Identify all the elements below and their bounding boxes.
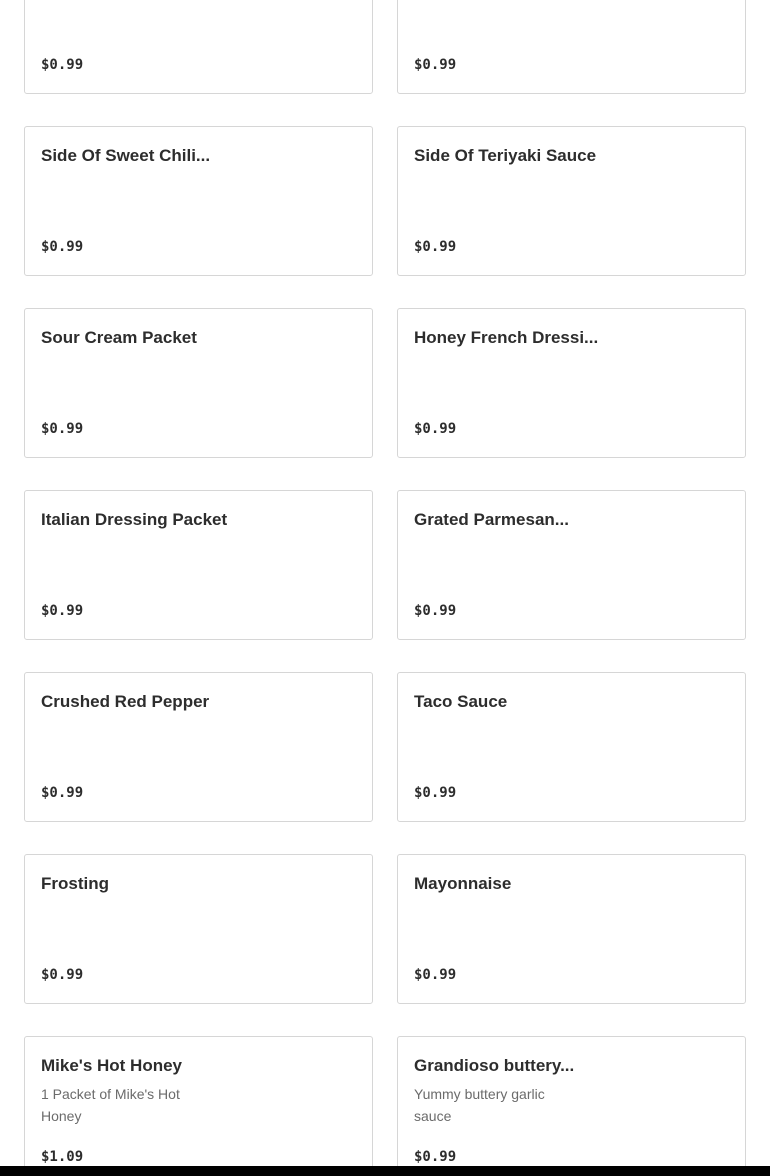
item-name: Mike's Hot Honey: [41, 1056, 183, 1075]
bottom-bar: [0, 1166, 770, 1176]
item-price: $0.99: [41, 785, 84, 801]
item-name: Honey French Dressi...: [414, 328, 599, 347]
item-name: Side Of Teriyaki Sauce: [414, 146, 597, 165]
item-name: Grandioso buttery...: [414, 1056, 575, 1075]
item-price: $0.99: [414, 57, 457, 73]
item-price: $0.99: [41, 967, 84, 983]
item-name: Sour Cream Packet: [41, 328, 197, 347]
item-price: $0.99: [41, 603, 84, 619]
item-price: $0.99: [414, 785, 457, 801]
item-price: $0.99: [414, 1149, 457, 1165]
item-name: Mayonnaise: [414, 874, 512, 893]
menu-item-card[interactable]: [397, 126, 746, 276]
menu-item-card[interactable]: [24, 308, 373, 458]
menu-item-card[interactable]: [397, 0, 746, 94]
item-name: Side Of Sweet Chili...: [41, 146, 211, 165]
item-description: 1 Packet of Mike's Hot Honey: [41, 1086, 180, 1124]
item-name: Taco Sauce: [414, 692, 508, 711]
menu-item-card[interactable]: [24, 490, 373, 640]
item-price: $0.99: [41, 57, 84, 73]
menu-item-card[interactable]: [397, 854, 746, 1004]
menu-item-card[interactable]: [24, 672, 373, 822]
item-price: $0.99: [414, 421, 457, 437]
item-name: Italian Dressing Packet: [41, 510, 228, 529]
item-price: $0.99: [41, 239, 84, 255]
item-price: $0.99: [41, 421, 84, 437]
item-price: $0.99: [414, 603, 457, 619]
item-price: $1.09: [41, 1149, 84, 1165]
menu-item-card[interactable]: [24, 0, 373, 94]
item-price: $0.99: [414, 967, 457, 983]
item-price: $0.99: [414, 239, 457, 255]
menu-item-card[interactable]: [397, 672, 746, 822]
menu-items-grid: [24, 0, 746, 1176]
menu-item-card[interactable]: [24, 1036, 373, 1176]
item-name: Crushed Red Pepper: [41, 692, 210, 711]
menu-item-card[interactable]: [24, 854, 373, 1004]
item-name: Frosting: [41, 874, 109, 893]
item-name: Grated Parmesan...: [414, 510, 569, 529]
menu-item-card[interactable]: [397, 490, 746, 640]
item-description: Yummy buttery garlic sauce: [414, 1086, 545, 1124]
menu-item-card[interactable]: [397, 1036, 746, 1176]
menu-item-card[interactable]: [397, 308, 746, 458]
menu-item-card[interactable]: [24, 126, 373, 276]
